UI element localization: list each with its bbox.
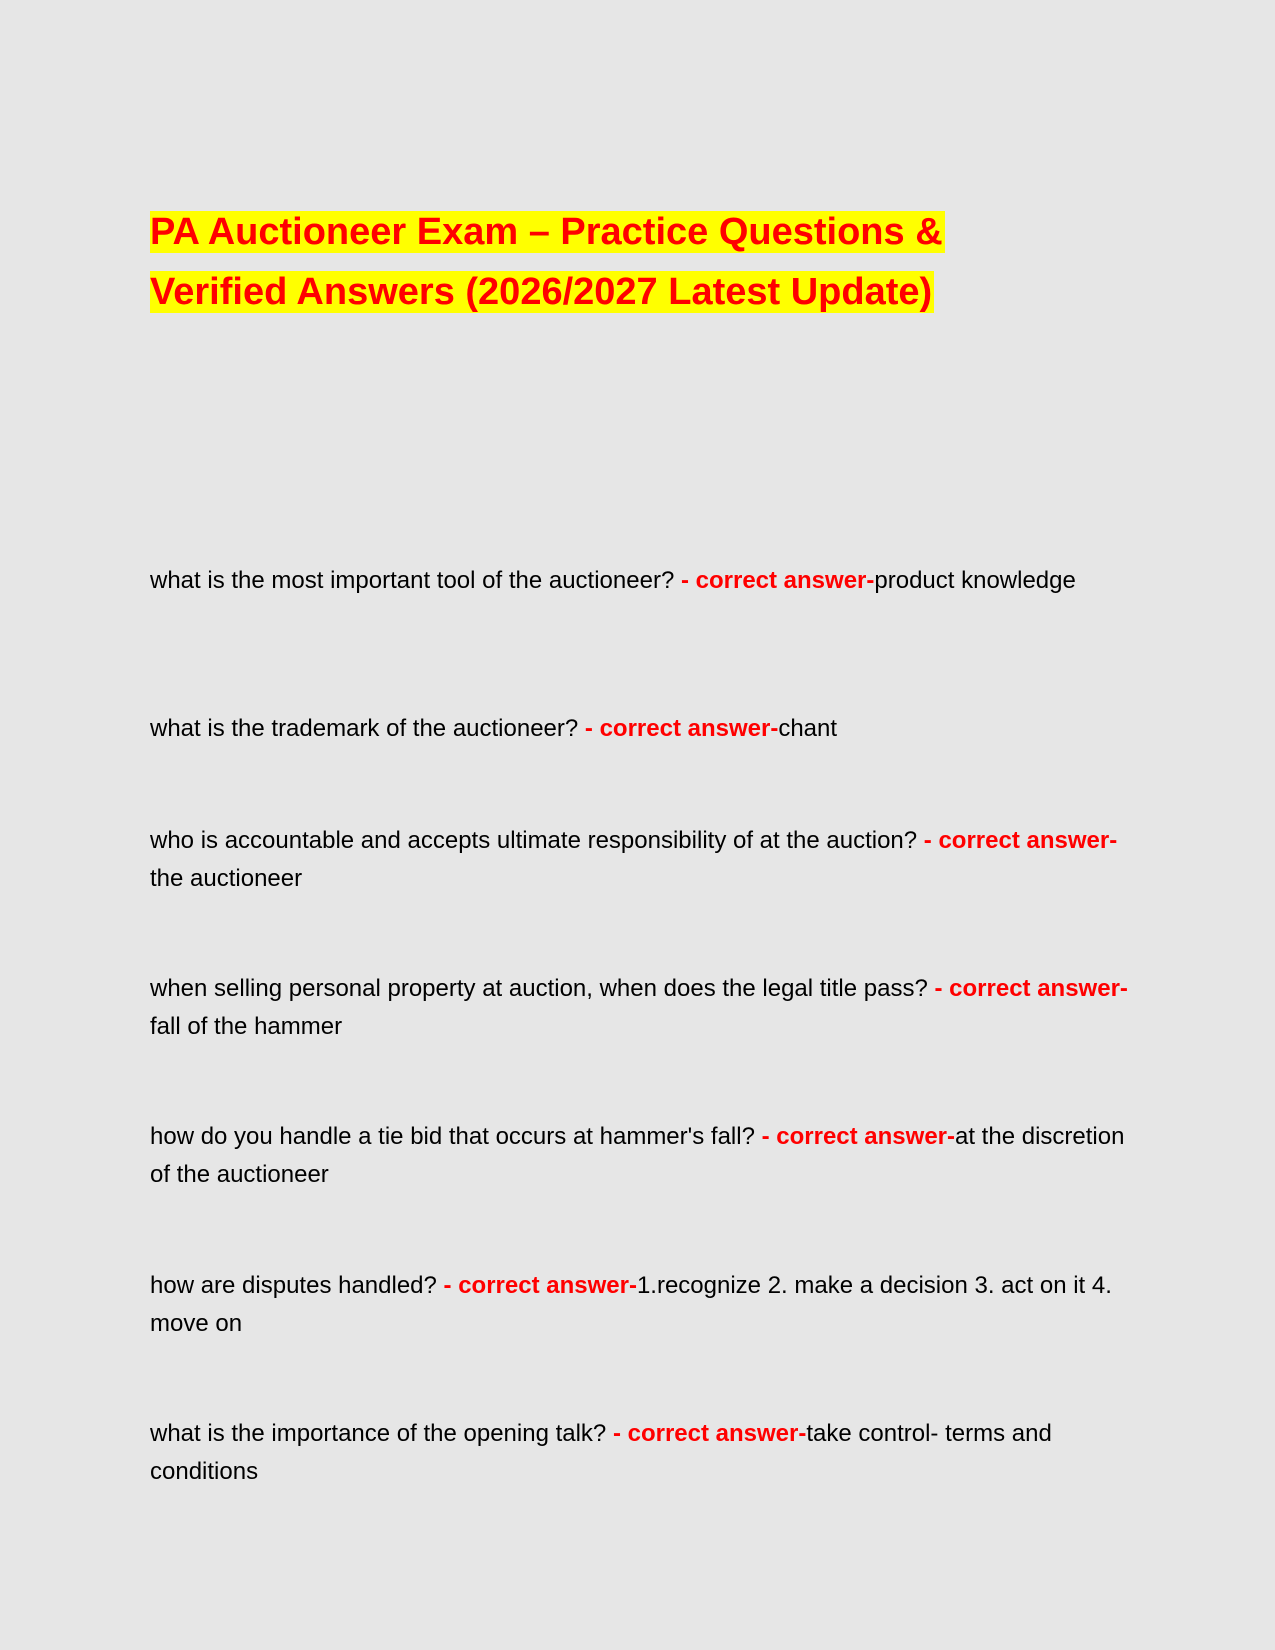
answer-text: at the discretion of the auctioneer: [150, 1123, 1125, 1188]
answer-separator: - correct answer-: [606, 1420, 807, 1447]
answer-text: the auctioneer: [150, 865, 303, 892]
qa-item-4: [150, 970, 1130, 1046]
question-text: what is the trademark of the auctioneer?: [150, 715, 579, 742]
qa-item-2: [150, 710, 1130, 748]
question-text: what is the most important tool of the auctioneer?: [150, 567, 675, 594]
answer-separator: - correct answer-: [436, 1272, 637, 1299]
question-text: what is the importance of the opening talk?: [150, 1420, 607, 1447]
answer-text: 1.recognize 2. make a decision 3. act on it 4. move on: [150, 1272, 1112, 1337]
qa-item-1: [150, 562, 1130, 600]
answer-text: take control- terms and conditions: [150, 1420, 1052, 1485]
document-title-text: PA Auctioneer Exam – Practice Questions & Verified Answers (2026/2027 Latest Update): [150, 211, 943, 313]
qa-item-3: [150, 822, 1130, 898]
answer-text: chant: [778, 715, 838, 742]
answer-separator: - correct answer-: [917, 827, 1118, 854]
qa-item-7: [150, 1415, 1130, 1491]
question-text: how do you handle a tie bid that occurs at hammer's fall?: [150, 1123, 755, 1150]
qa-item-5: [150, 1118, 1130, 1194]
qa-item-6: [150, 1267, 1130, 1343]
answer-text: fall of the hammer: [150, 1013, 343, 1040]
answer-separator: - correct answer-: [754, 1123, 955, 1150]
question-text: when selling personal property at auction, when does the legal title pass?: [150, 975, 928, 1002]
answer-text: product knowledge: [874, 567, 1076, 594]
answer-separator: - correct answer-: [674, 567, 875, 594]
question-text: how are disputes handled?: [150, 1272, 437, 1299]
question-text: who is accountable and accepts ultimate responsibility of at the auction?: [150, 827, 918, 854]
document-title: [150, 202, 1050, 322]
answer-separator: - correct answer-: [578, 715, 779, 742]
answer-separator: - correct answer-: [927, 975, 1128, 1002]
